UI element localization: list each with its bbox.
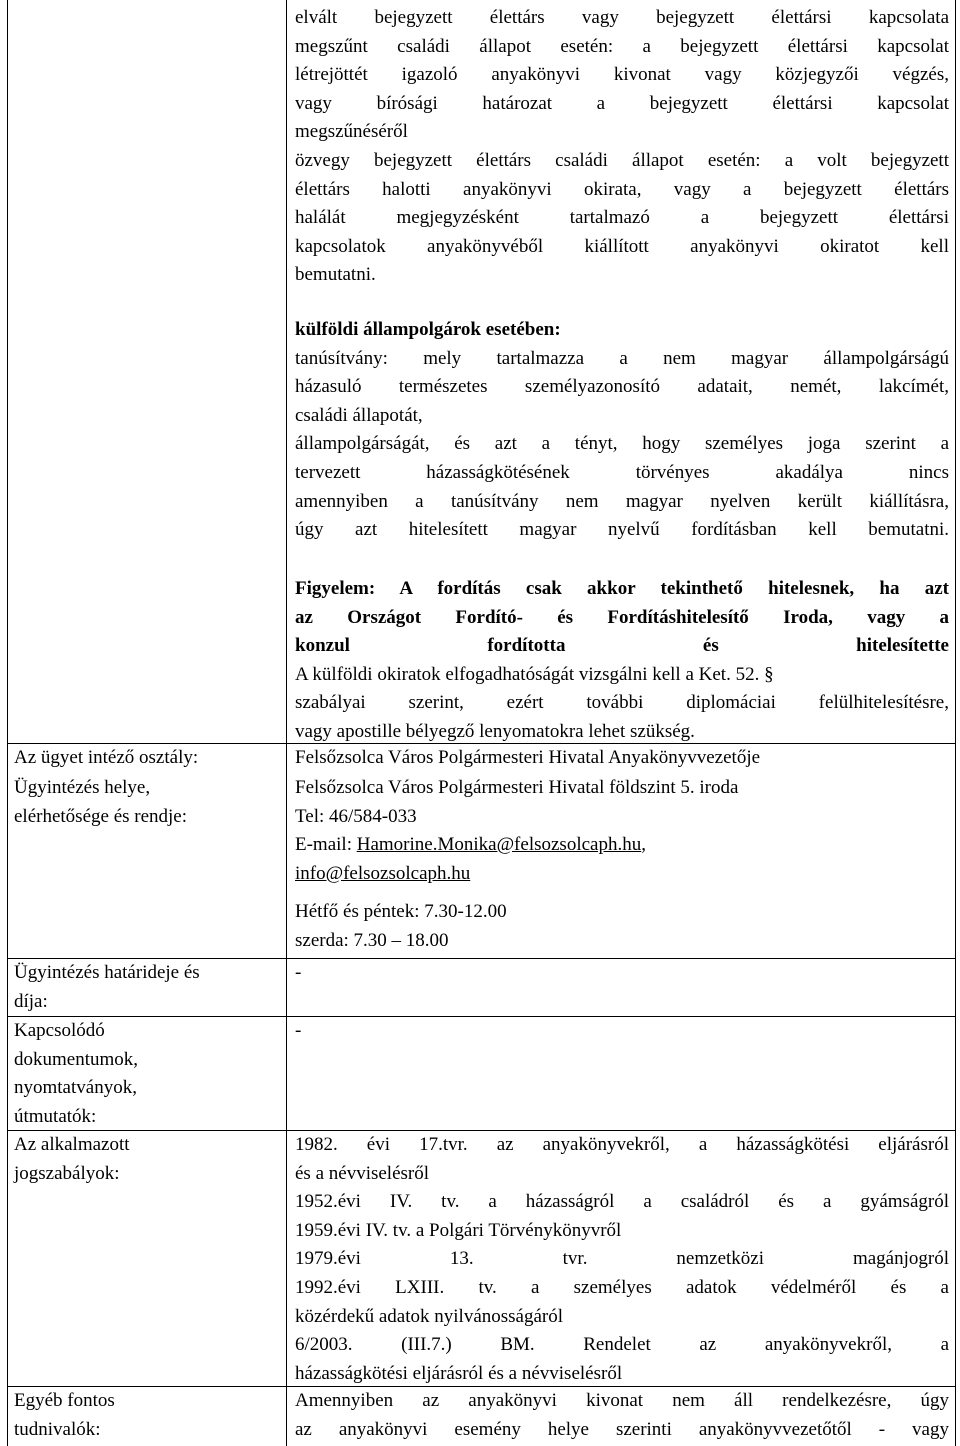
law-line: 1979.évi 13. tvr. nemzetközi magánjogról [295,1248,949,1270]
text-line: házasuló természetes személyazonosító adatait, nemét, lakcímét, [295,376,949,398]
law-line: 1952.évi IV. tv. a házasságról a családról és a gyámságról [295,1191,949,1213]
law-line: 1992.évi LXIII. tv. a személyes adatok védelméről és a [295,1276,949,1298]
law-line: 1982. évi 17.tvr. az anyakönyvekről, a házasságkötési eljárásról [295,1134,949,1155]
law-line: közérdekű adatok nyilvánosságáról [295,1305,564,1327]
legislation-list [295,1131,949,1388]
foreign-citizens-heading: külföldi állampolgárok esetében: [295,319,561,340]
table-right-border [955,0,956,1446]
notice-bold-line: az Országot Fordító- és Fordításhitelesítő Iroda, vagy a [295,606,949,628]
hours-wednesday: szerda: 7.30 – 18.00 [295,929,449,951]
translation-notice [295,575,949,747]
deadline-value: - [295,962,302,983]
text-line: kapcsolatok anyakönyvéből kiállított anyakönyvi okiratot kell [295,235,949,257]
text-line: élettárs halotti anyakönyvi okirata, vagy a bejegyzett élettárs [295,178,949,200]
text-line: bemutatni. [295,264,376,286]
partnership-documents-paragraph [295,4,949,290]
email-line: E-mail: Hamorine.Monika@felsozsolcaph.hu, [295,834,646,856]
text-line: állampolgárságát, és azt a tényt, hogy személyes joga szerint a [295,433,949,455]
law-line: 6/2003. (III.7.) BM. Rendelet az anyakönyvekről, a [295,1334,949,1356]
related-documents-label: Kapcsolódó dokumentumok, nyomtatványok, útmutatók: [14,1020,139,1127]
text-line: A külföldi okiratok elfogadhatóságát vizsgálni kell a Ket. 52. § [295,663,774,685]
office-address: Felsőzsolca Város Polgármesteri Hivatal földszint 5. iroda [295,777,739,798]
department-value: Felsőzsolca Város Polgármesteri Hivatal Anyakönyvvezetője [295,747,761,768]
hours-monday-friday: Hétfő és péntek: 7.30-12.00 [295,901,507,923]
deadline-label: Ügyintézés határideje és díja: [14,962,200,1012]
legislation-label: Az alkalmazott jogszabályok: [14,1134,130,1184]
department-label: Az ügyet intéző osztály: [14,747,199,768]
text-line: vagy bírósági határozat a bejegyzett élettársi kapcsolat [295,92,949,114]
text-line: elvált bejegyzett élettárs vagy bejegyzett élettársi kapcsolata [295,7,949,28]
text-line: Amennyiben az anyakönyvi kivonat nem áll rendelkezésre, úgy [295,1390,949,1411]
law-line: 1959.évi IV. tv. a Polgári Törvénykönyvről [295,1219,622,1241]
notice-bold-line: Figyelem: A fordítás csak akkor tekinthető hitelesnek, ha azt [295,578,949,599]
location-label: Ügyintézés helye, elérhetősége és rendje: [14,777,188,827]
related-documents-value: - [295,1020,302,1041]
text-line: megszűnt családi állapot esetén: a bejegyzett élettársi kapcsolat [295,35,949,57]
text-line: megszűnéséről [295,121,408,143]
other-info-label: Egyéb fontos tudnivalók: [14,1390,115,1440]
text-line: halálát megjegyzésként tartalmazó a bejegyzett élettársi [295,207,949,229]
text-line: tanúsítvány: mely tartalmazza a nem magyar állampolgárságú [295,347,949,369]
notice-bold-line: konzul fordította és hitelesítette [295,635,949,657]
location-value [295,774,949,956]
law-line: házasságkötési eljárásról és a névviselésről [295,1362,623,1384]
foreign-citizens-section [295,316,949,545]
table-column-divider [286,0,287,1446]
text-line: vagy apostille bélyegző lenyomatokra lehet szükség. [295,720,695,742]
email-link-hamorine[interactable]: Hamorine.Monika@felsozsolcaph.hu [356,834,642,856]
text-line: özvegy bejegyzett élettárs családi állapot esetén: a volt bejegyzett [295,149,949,171]
text-line: tervezett házasságkötésének törvényes akadálya nincs [295,461,949,483]
text-line: az anyakönyvi esemény helye szerinti anyakönyvvezetőtől - vagy [295,1418,949,1440]
table-left-border [7,0,8,1446]
email-link-info[interactable]: info@felsozsolcaph.hu [295,862,471,884]
other-info-value [295,1387,949,1444]
text-line: úgy azt hitelesített magyar nyelvű fordításban kell bemutatni. [295,519,949,541]
law-line: és a névviselésről [295,1162,430,1184]
text-line: amennyiben a tanúsítvány nem magyar nyelven került kiállításra, [295,490,949,512]
text-line: családi állapotát, [295,404,423,426]
text-line: szabályai szerint, ezért további diplomáciai felülhitelesítésre, [295,692,949,714]
phone-number: Tel: 46/584-033 [295,805,417,827]
text-line: létrejöttét igazoló anyakönyvi kivonat vagy közjegyzői végzés, [295,64,949,86]
